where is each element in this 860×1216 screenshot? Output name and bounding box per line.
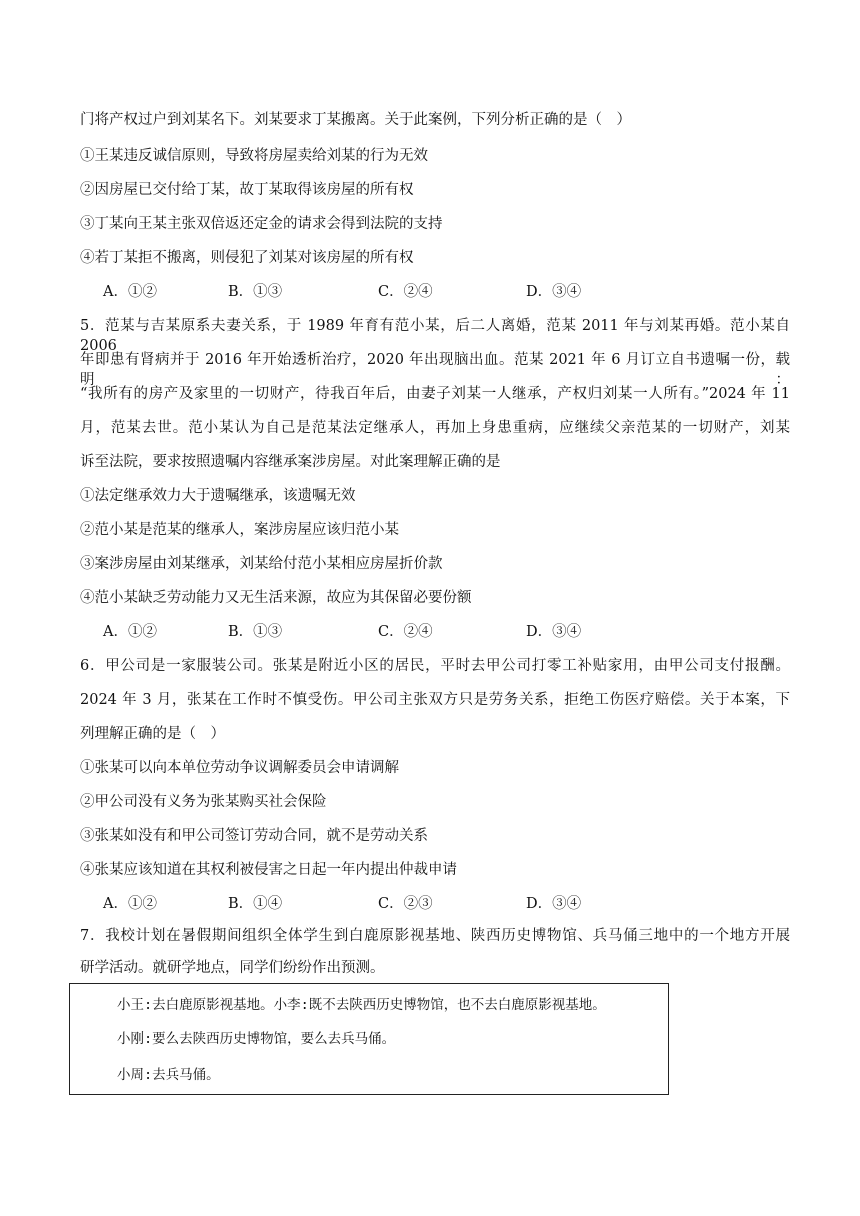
q5-item-3: ③案涉房屋由刘某继承，刘某给付范小某相应房屋折价款	[80, 556, 443, 572]
q6-options	[103, 894, 703, 914]
q4-stem-end: 门将产权过户到刘某名下。刘某要求丁某搬离。关于此案例，下列分析正确的是（ ）	[80, 112, 631, 128]
q7-stem-line-1: 7．我校计划在暑假期间组织全体学生到白鹿原影视基地、陕西历史博物馆、兵马俑三地中的一个地方开展	[80, 928, 790, 944]
q5-item-1: ①法定继承效力大于遗嘱继承，该遗嘱无效	[80, 488, 356, 504]
q5-option-a[interactable]: A．①②	[103, 624, 157, 640]
q5-item-4: ④范小某缺乏劳动能力又无生活来源，故应为其保留必要份额	[80, 590, 472, 606]
q6-option-a[interactable]: A．①②	[103, 896, 157, 912]
q4-options	[103, 282, 703, 302]
q7-box-line-3: 小周:去兵马俑。	[117, 1067, 220, 1083]
q6-item-3: ③张某如没有和甲公司签订劳动合同，就不是劳动关系	[80, 828, 428, 844]
q4-option-a[interactable]: A．①②	[103, 284, 157, 300]
q4-item-1: ①王某违反诚信原则，导致将房屋卖给刘某的行为无效	[80, 148, 428, 164]
q4-item-4: ④若丁某拒不搬离，则侵犯了刘某对该房屋的所有权	[80, 250, 414, 266]
q6-option-d[interactable]: D．③④	[526, 896, 582, 912]
q6-item-4: ④张某应该知道在其权利被侵害之日起一年内提出仲裁申请	[80, 862, 457, 878]
q4-option-b[interactable]: B．①③	[228, 284, 283, 300]
q5-option-c[interactable]: C．②④	[378, 624, 433, 640]
q5-stem-line-3: “我所有的房产及家里的一切财产，待我百年后，由妻子刘某一人继承，产权归刘某一人所有。”2024 年 11	[80, 386, 790, 402]
q5-option-d[interactable]: D．③④	[526, 624, 582, 640]
q6-stem-line-3: 列理解正确的是（ ）	[80, 726, 225, 742]
q6-option-b[interactable]: B．①④	[228, 896, 283, 912]
q4-option-c[interactable]: C．②④	[378, 284, 433, 300]
q7-stem-line-2: 研学活动。就研学地点，同学们纷纷作出预测。	[80, 960, 385, 976]
q4-item-2: ②因房屋已交付给丁某，故丁某取得该房屋的所有权	[80, 182, 414, 198]
q6-item-2: ②甲公司没有义务为张某购买社会保险	[80, 794, 327, 810]
q5-option-b[interactable]: B．①③	[228, 624, 283, 640]
q6-option-c[interactable]: C．②③	[378, 896, 433, 912]
q5-options	[103, 622, 703, 642]
q5-stem-line-2: 年即患有肾病并于 2016 年开始透析治疗，2020 年出现脑出血。范某 2021 年 6 月订立自书遗嘱一份，载明：	[80, 352, 790, 388]
q4-option-d[interactable]: D．③④	[526, 284, 582, 300]
q7-box-line-1: 小王:去白鹿原影视基地。小李:既不去陕西历史博物馆，也不去白鹿原影视基地。	[117, 997, 606, 1013]
q7-box-line-2: 小刚:要么去陕西历史博物馆，要么去兵马俑。	[117, 1031, 396, 1047]
q4-item-3: ③丁某向王某主张双倍返还定金的请求会得到法院的支持	[80, 216, 443, 232]
q5-stem-line-5: 诉至法院，要求按照遗嘱内容继承案涉房屋。对此案理解正确的是	[80, 454, 501, 470]
q5-stem-line-1: 5．范某与吉某原系夫妻关系，于 1989 年育有范小某，后二人离婚，范某 2011 年与刘某再婚。范小某自 2006	[80, 318, 790, 354]
q6-stem-line-2: 2024 年 3 月，张某在工作时不慎受伤。甲公司主张双方只是劳务关系，拒绝工伤医疗赔偿。关于本案，下	[80, 692, 790, 708]
q7-predictions-box	[69, 983, 669, 1095]
q6-stem-line-1: 6．甲公司是一家服装公司。张某是附近小区的居民，平时去甲公司打零工补贴家用，由甲公司支付报酬。	[80, 658, 790, 674]
q6-item-1: ①张某可以向本单位劳动争议调解委员会申请调解	[80, 760, 399, 776]
q5-item-2: ②范小某是范某的继承人，案涉房屋应该归范小某	[80, 522, 399, 538]
q5-stem-line-4: 月，范某去世。范小某认为自己是范某法定继承人，再加上身患重病，应继续父亲范某的一切财产，刘某	[80, 420, 790, 436]
